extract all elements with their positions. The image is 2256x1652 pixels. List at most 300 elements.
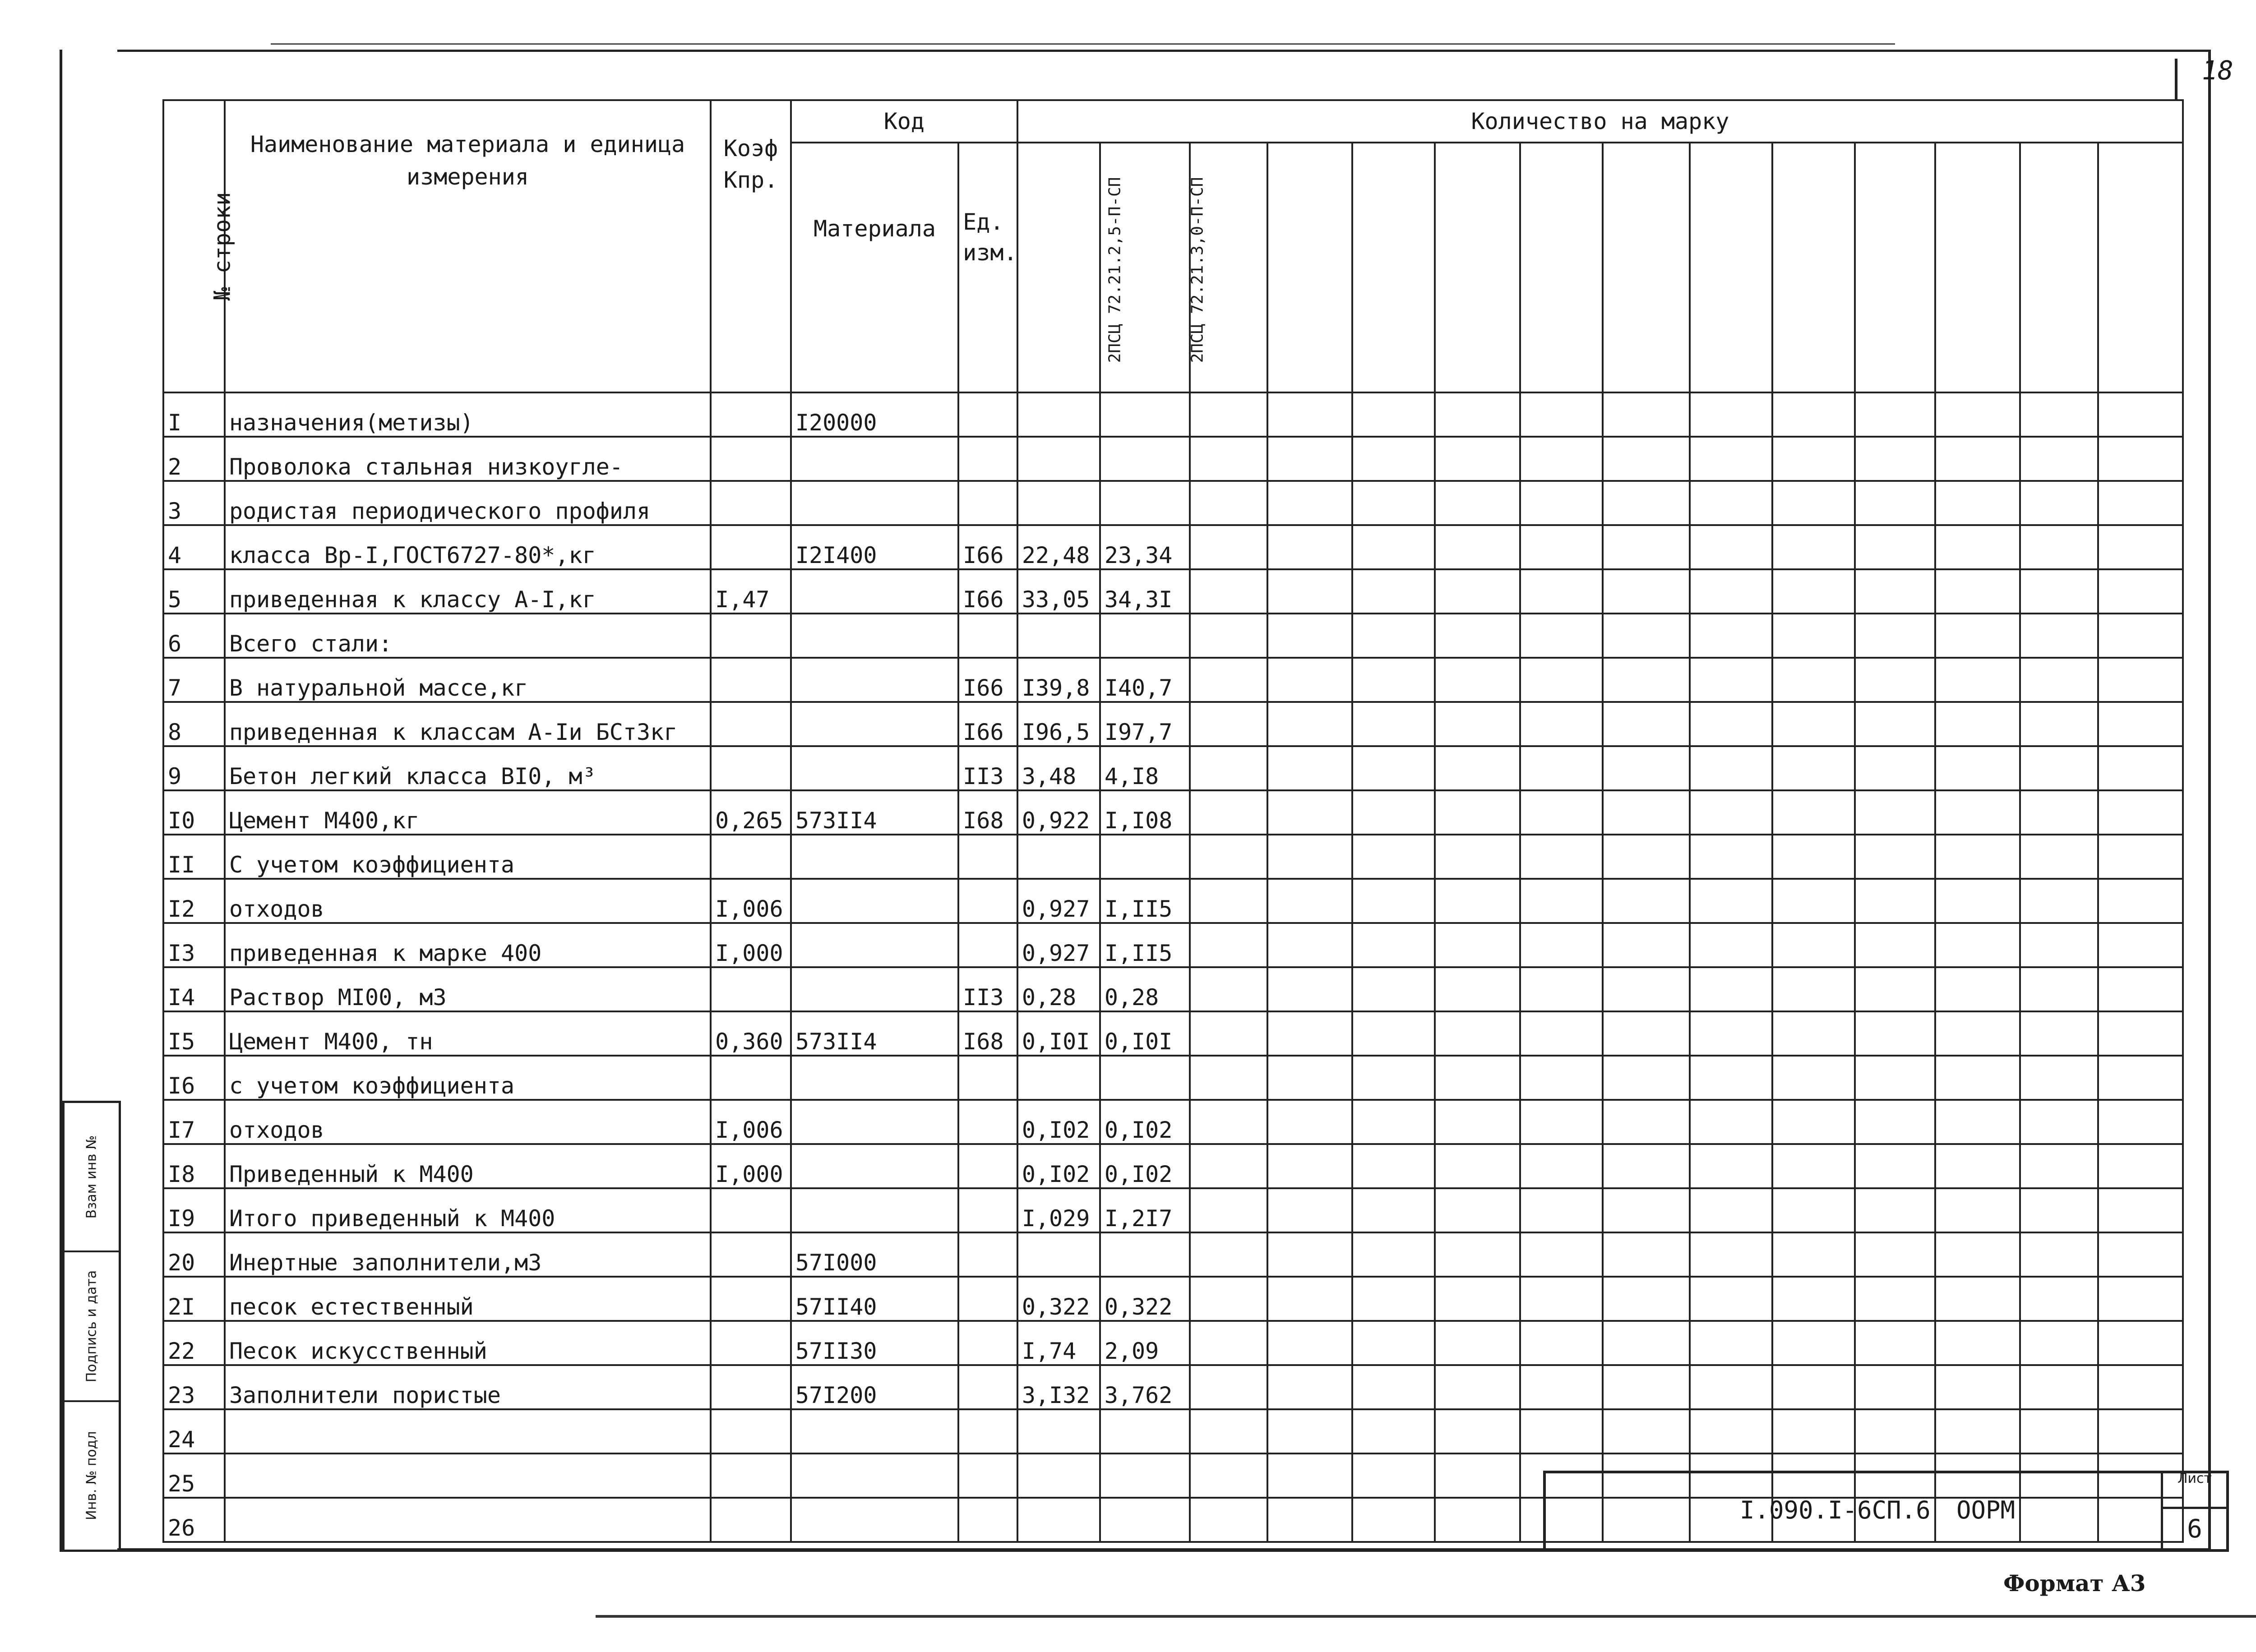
empty-quantity-cell — [1855, 1409, 1935, 1454]
empty-quantity-cell — [2020, 746, 2098, 790]
koef-cell: I,000 — [711, 923, 791, 967]
material-name-cell: с учетом коэффициента — [225, 1056, 711, 1100]
empty-quantity-cell — [1772, 525, 1855, 569]
table-row — [163, 923, 2183, 967]
quantity-mark2-cell: I40,7 — [1100, 658, 1190, 702]
material-code-cell — [791, 569, 958, 614]
empty-quantity-cell — [2020, 658, 2098, 702]
quantity-mark1-cell: I,74 — [1017, 1321, 1100, 1365]
unit-cell — [958, 1100, 1017, 1144]
empty-quantity-cell — [1690, 879, 1772, 923]
empty-quantity-cell — [1772, 702, 1855, 746]
header-empty — [1935, 143, 2020, 392]
material-name-cell: Раствор МI00, м3 — [225, 967, 711, 1011]
quantity-mark1-cell — [1017, 437, 1100, 481]
table-row — [163, 1100, 2183, 1144]
row-number-cell: 26 — [163, 1498, 225, 1542]
empty-quantity-cell — [1435, 392, 1520, 437]
empty-quantity-cell — [1435, 1011, 1520, 1056]
material-code-cell — [791, 967, 958, 1011]
empty-quantity-cell — [2020, 1011, 2098, 1056]
empty-quantity-cell — [1603, 746, 1690, 790]
empty-quantity-cell — [1352, 392, 1435, 437]
empty-quantity-cell — [1435, 614, 1520, 658]
empty-quantity-cell — [1603, 1232, 1690, 1277]
header-empty — [1690, 143, 1772, 392]
empty-quantity-cell — [2020, 790, 2098, 835]
empty-quantity-cell — [1690, 1011, 1772, 1056]
empty-quantity-cell — [1267, 1409, 1352, 1454]
quantity-mark1-cell — [1017, 481, 1100, 525]
empty-quantity-cell — [1435, 437, 1520, 481]
stamp-cell-signature: Подпись и дата — [65, 1252, 119, 1402]
empty-quantity-cell — [1772, 658, 1855, 702]
empty-quantity-cell — [1603, 392, 1690, 437]
empty-quantity-cell — [1190, 614, 1268, 658]
empty-quantity-cell — [1935, 1232, 2020, 1277]
unit-cell — [958, 1365, 1017, 1409]
table-row — [163, 967, 2183, 1011]
table-row — [163, 746, 2183, 790]
materials-table — [162, 99, 2184, 1543]
empty-quantity-cell — [1352, 1144, 1435, 1188]
empty-quantity-cell — [1772, 1365, 1855, 1409]
empty-quantity-cell — [1520, 1056, 1603, 1100]
empty-quantity-cell — [1855, 835, 1935, 879]
empty-quantity-cell — [1190, 923, 1268, 967]
side-stamp — [62, 1101, 121, 1552]
empty-quantity-cell — [1855, 1232, 1935, 1277]
empty-quantity-cell — [2098, 1056, 2183, 1100]
empty-quantity-cell — [2098, 658, 2183, 702]
empty-quantity-cell — [1690, 481, 1772, 525]
empty-quantity-cell — [1520, 835, 1603, 879]
empty-quantity-cell — [1267, 923, 1352, 967]
row-number-cell: 20 — [163, 1232, 225, 1277]
empty-quantity-cell — [2020, 437, 2098, 481]
quantity-mark1-cell: I39,8 — [1017, 658, 1100, 702]
empty-quantity-cell — [1935, 1188, 2020, 1232]
empty-quantity-cell — [1520, 702, 1603, 746]
empty-quantity-cell — [1603, 1277, 1690, 1321]
format-label: Формат А3 — [2003, 1570, 2146, 1597]
row-number-cell: I2 — [163, 879, 225, 923]
empty-quantity-cell — [1520, 967, 1603, 1011]
empty-quantity-cell — [1935, 614, 2020, 658]
empty-quantity-cell — [2020, 1144, 2098, 1188]
empty-quantity-cell — [1435, 569, 1520, 614]
empty-quantity-cell — [1190, 481, 1268, 525]
empty-quantity-cell — [1435, 1056, 1520, 1100]
empty-quantity-cell — [1435, 835, 1520, 879]
quantity-mark1-cell: 3,48 — [1017, 746, 1100, 790]
material-name-cell: Цемент М400, тн — [225, 1011, 711, 1056]
empty-quantity-cell — [1520, 923, 1603, 967]
empty-quantity-cell — [1190, 658, 1268, 702]
empty-quantity-cell — [1690, 1144, 1772, 1188]
material-name-cell: Всего стали: — [225, 614, 711, 658]
material-code-cell — [791, 1498, 958, 1542]
material-code-cell — [791, 835, 958, 879]
empty-quantity-cell — [1772, 392, 1855, 437]
quantity-mark2-cell — [1100, 1056, 1190, 1100]
table-row — [163, 702, 2183, 746]
empty-quantity-cell — [1603, 658, 1690, 702]
empty-quantity-cell — [1855, 1100, 1935, 1144]
empty-quantity-cell — [1435, 879, 1520, 923]
empty-quantity-cell — [2098, 1232, 2183, 1277]
row-number-cell: II — [163, 835, 225, 879]
koef-cell — [711, 702, 791, 746]
empty-quantity-cell — [1855, 1188, 1935, 1232]
empty-quantity-cell — [1935, 1056, 2020, 1100]
material-code-cell: I20000 — [791, 392, 958, 437]
table-row — [163, 392, 2183, 437]
empty-quantity-cell — [1855, 702, 1935, 746]
material-code-cell: 57II40 — [791, 1277, 958, 1321]
empty-quantity-cell — [1435, 1100, 1520, 1144]
header-mark-2: 2ПСЦ 72.21.3,0-П-СП — [1100, 143, 1190, 392]
quantity-mark2-cell — [1100, 835, 1190, 879]
empty-quantity-cell — [1435, 1498, 1520, 1542]
empty-quantity-cell — [1603, 437, 1690, 481]
quantity-mark1-cell: 0,322 — [1017, 1277, 1100, 1321]
empty-quantity-cell — [2020, 1056, 2098, 1100]
empty-quantity-cell — [1855, 392, 1935, 437]
empty-quantity-cell — [1190, 525, 1268, 569]
quantity-mark2-cell — [1100, 437, 1190, 481]
empty-quantity-cell — [2020, 1321, 2098, 1365]
material-name-cell: класса Вр-I,ГОСТ6727-80*,кг — [225, 525, 711, 569]
empty-quantity-cell — [1690, 1100, 1772, 1144]
table-row — [163, 1277, 2183, 1321]
empty-quantity-cell — [1855, 481, 1935, 525]
table-body — [163, 392, 2183, 1542]
table-row — [163, 1056, 2183, 1100]
empty-quantity-cell — [1352, 1277, 1435, 1321]
empty-quantity-cell — [1603, 525, 1690, 569]
empty-quantity-cell — [1603, 1321, 1690, 1365]
koef-cell — [711, 437, 791, 481]
quantity-mark1-cell — [1017, 1409, 1100, 1454]
empty-quantity-cell — [1520, 1100, 1603, 1144]
empty-quantity-cell — [1352, 614, 1435, 658]
empty-quantity-cell — [1267, 790, 1352, 835]
row-number-cell: I4 — [163, 967, 225, 1011]
table-row — [163, 1409, 2183, 1454]
empty-quantity-cell — [1772, 1056, 1855, 1100]
quantity-mark2-cell: I,I08 — [1100, 790, 1190, 835]
empty-quantity-cell — [1935, 835, 2020, 879]
table-row — [163, 1011, 2183, 1056]
empty-quantity-cell — [1520, 1277, 1603, 1321]
empty-quantity-cell — [1935, 923, 2020, 967]
empty-quantity-cell — [1772, 1409, 1855, 1454]
empty-quantity-cell — [1520, 481, 1603, 525]
empty-quantity-cell — [1855, 879, 1935, 923]
empty-quantity-cell — [1267, 1100, 1352, 1144]
koef-cell — [711, 1277, 791, 1321]
material-name-cell: Итого приведенный к М400 — [225, 1188, 711, 1232]
material-name-cell — [225, 1409, 711, 1454]
table-row — [163, 1144, 2183, 1188]
unit-cell: I66 — [958, 658, 1017, 702]
table-row — [163, 437, 2183, 481]
empty-quantity-cell — [1935, 1144, 2020, 1188]
empty-quantity-cell — [1935, 481, 2020, 525]
empty-quantity-cell — [1267, 1365, 1352, 1409]
empty-quantity-cell — [1435, 1232, 1520, 1277]
table-row — [163, 835, 2183, 879]
empty-quantity-cell — [1190, 1056, 1268, 1100]
unit-cell: II3 — [958, 746, 1017, 790]
empty-quantity-cell — [1520, 1409, 1603, 1454]
empty-quantity-cell — [1603, 967, 1690, 1011]
row-number-cell: 2I — [163, 1277, 225, 1321]
koef-cell — [711, 1232, 791, 1277]
empty-quantity-cell — [2098, 1188, 2183, 1232]
empty-quantity-cell — [1935, 702, 2020, 746]
empty-quantity-cell — [1520, 658, 1603, 702]
empty-quantity-cell — [1772, 879, 1855, 923]
empty-quantity-cell — [1352, 835, 1435, 879]
empty-quantity-cell — [1855, 923, 1935, 967]
row-number-cell: I — [163, 392, 225, 437]
top-border-line — [271, 43, 1895, 45]
row-number-cell: I7 — [163, 1100, 225, 1144]
empty-quantity-cell — [1435, 967, 1520, 1011]
empty-quantity-cell — [1855, 525, 1935, 569]
empty-quantity-cell — [1435, 481, 1520, 525]
empty-quantity-cell — [1603, 1144, 1690, 1188]
empty-quantity-cell — [1435, 1321, 1520, 1365]
empty-quantity-cell — [1772, 1232, 1855, 1277]
unit-cell — [958, 835, 1017, 879]
material-code-cell — [791, 658, 958, 702]
empty-quantity-cell — [1435, 1277, 1520, 1321]
empty-quantity-cell — [1352, 1188, 1435, 1232]
koef-cell — [711, 1188, 791, 1232]
empty-quantity-cell — [1603, 923, 1690, 967]
unit-cell — [958, 1277, 1017, 1321]
quantity-mark2-cell — [1100, 614, 1190, 658]
empty-quantity-cell — [1190, 1321, 1268, 1365]
unit-cell: I68 — [958, 790, 1017, 835]
empty-quantity-cell — [1855, 967, 1935, 1011]
row-number-cell: I8 — [163, 1144, 225, 1188]
material-code-cell — [791, 702, 958, 746]
empty-quantity-cell — [1435, 1144, 1520, 1188]
quantity-mark2-cell: 0,28 — [1100, 967, 1190, 1011]
empty-quantity-cell — [2098, 614, 2183, 658]
row-number-cell: 8 — [163, 702, 225, 746]
material-name-cell: приведенная к классам А-Iи БСтЗкг — [225, 702, 711, 746]
stamp-cell-inventory: Инв. № подл — [83, 1431, 100, 1521]
empty-quantity-cell — [2098, 702, 2183, 746]
row-number-cell: 22 — [163, 1321, 225, 1365]
empty-quantity-cell — [1190, 790, 1268, 835]
empty-quantity-cell — [1352, 1365, 1435, 1409]
empty-quantity-cell — [2020, 481, 2098, 525]
koef-cell — [711, 1498, 791, 1542]
empty-quantity-cell — [1935, 1277, 2020, 1321]
empty-quantity-cell — [1603, 790, 1690, 835]
empty-quantity-cell — [1772, 1011, 1855, 1056]
header-code: Код — [791, 100, 1017, 143]
material-name-cell: Проволока стальная низкоугле- — [225, 437, 711, 481]
empty-quantity-cell — [1435, 702, 1520, 746]
empty-quantity-cell — [1190, 1409, 1268, 1454]
empty-quantity-cell — [1603, 481, 1690, 525]
material-name-cell: Цемент М400,кг — [225, 790, 711, 835]
unit-cell — [958, 923, 1017, 967]
empty-quantity-cell — [2020, 392, 2098, 437]
empty-quantity-cell — [1520, 790, 1603, 835]
empty-quantity-cell — [1690, 658, 1772, 702]
unit-cell: II3 — [958, 967, 1017, 1011]
empty-quantity-cell — [1190, 569, 1268, 614]
empty-quantity-cell — [1352, 1498, 1435, 1542]
empty-quantity-cell — [1690, 1409, 1772, 1454]
header-empty — [1772, 143, 1855, 392]
empty-quantity-cell — [1855, 569, 1935, 614]
row-number-cell: 3 — [163, 481, 225, 525]
empty-quantity-cell — [1190, 1100, 1268, 1144]
quantity-mark1-cell: I96,5 — [1017, 702, 1100, 746]
table-row — [163, 614, 2183, 658]
empty-quantity-cell — [1603, 1056, 1690, 1100]
material-code-cell — [791, 1056, 958, 1100]
empty-quantity-cell — [1435, 790, 1520, 835]
empty-quantity-cell — [1690, 835, 1772, 879]
sheet-label: Лист — [2161, 1471, 2226, 1509]
unit-cell — [958, 1056, 1017, 1100]
quantity-mark1-cell — [1017, 1232, 1100, 1277]
empty-quantity-cell — [1435, 1409, 1520, 1454]
empty-quantity-cell — [1267, 1011, 1352, 1056]
unit-cell: I66 — [958, 702, 1017, 746]
koef-cell — [711, 481, 791, 525]
quantity-mark2-cell: 0,I02 — [1100, 1100, 1190, 1144]
empty-quantity-cell — [1855, 1321, 1935, 1365]
unit-cell — [958, 1498, 1017, 1542]
material-name-cell: приведенная к классу А-I,кг — [225, 569, 711, 614]
unit-cell — [958, 1409, 1017, 1454]
empty-quantity-cell — [1267, 1144, 1352, 1188]
document-suffix: ООРМ — [1956, 1496, 2016, 1524]
empty-quantity-cell — [1352, 790, 1435, 835]
material-code-cell: 57II30 — [791, 1321, 958, 1365]
table-row — [163, 879, 2183, 923]
empty-quantity-cell — [1352, 1232, 1435, 1277]
empty-quantity-cell — [1935, 392, 2020, 437]
quantity-mark1-cell — [1017, 1454, 1100, 1498]
empty-quantity-cell — [1855, 1365, 1935, 1409]
empty-quantity-cell — [2098, 1100, 2183, 1144]
empty-quantity-cell — [1690, 525, 1772, 569]
empty-quantity-cell — [2020, 1232, 2098, 1277]
empty-quantity-cell — [1267, 481, 1352, 525]
empty-quantity-cell — [1352, 1454, 1435, 1498]
empty-quantity-cell — [1520, 392, 1603, 437]
empty-quantity-cell — [1772, 1188, 1855, 1232]
row-number-cell: 4 — [163, 525, 225, 569]
header-empty — [2020, 143, 2098, 392]
koef-cell — [711, 392, 791, 437]
empty-quantity-cell — [1603, 1409, 1690, 1454]
quantity-mark1-cell: 0,927 — [1017, 879, 1100, 923]
koef-cell: 0,265 — [711, 790, 791, 835]
material-name-cell: Бетон легкий класса ВI0, м³ — [225, 746, 711, 790]
quantity-mark1-cell: 0,I02 — [1017, 1100, 1100, 1144]
empty-quantity-cell — [2098, 525, 2183, 569]
empty-quantity-cell — [1603, 569, 1690, 614]
koef-cell: 0,360 — [711, 1011, 791, 1056]
empty-quantity-cell — [1267, 658, 1352, 702]
empty-quantity-cell — [1772, 746, 1855, 790]
material-code-cell — [791, 437, 958, 481]
material-code-cell: 573II4 — [791, 790, 958, 835]
empty-quantity-cell — [1352, 702, 1435, 746]
unit-cell — [958, 614, 1017, 658]
quantity-mark2-cell: I,2I7 — [1100, 1188, 1190, 1232]
empty-quantity-cell — [1267, 392, 1352, 437]
empty-quantity-cell — [1690, 1321, 1772, 1365]
row-number-cell: 24 — [163, 1409, 225, 1454]
material-code-cell: I2I400 — [791, 525, 958, 569]
material-name-cell — [225, 1454, 711, 1498]
empty-quantity-cell — [1435, 1454, 1520, 1498]
material-name-cell — [225, 1498, 711, 1542]
empty-quantity-cell — [1190, 1498, 1268, 1542]
empty-quantity-cell — [1190, 746, 1268, 790]
empty-quantity-cell — [1520, 1321, 1603, 1365]
quantity-mark2-cell — [1100, 481, 1190, 525]
material-code-cell — [791, 1144, 958, 1188]
empty-quantity-cell — [1352, 1321, 1435, 1365]
empty-quantity-cell — [1935, 1100, 2020, 1144]
empty-quantity-cell — [1267, 702, 1352, 746]
koef-cell — [711, 658, 791, 702]
empty-quantity-cell — [1190, 879, 1268, 923]
empty-quantity-cell — [1690, 702, 1772, 746]
empty-quantity-cell — [1190, 1454, 1268, 1498]
empty-quantity-cell — [1267, 569, 1352, 614]
quantity-mark2-cell: 0,I0I — [1100, 1011, 1190, 1056]
quantity-mark1-cell: 0,I0I — [1017, 1011, 1100, 1056]
sheet-number-divider — [2175, 59, 2177, 99]
empty-quantity-cell — [1267, 835, 1352, 879]
koef-cell — [711, 967, 791, 1011]
header-material-name: Наименование материала и единица измерения — [225, 100, 711, 392]
material-code-cell — [791, 1100, 958, 1144]
header-empty — [1520, 143, 1603, 392]
empty-quantity-cell — [1267, 437, 1352, 481]
material-code-cell: 573II4 — [791, 1011, 958, 1056]
koef-cell: I,006 — [711, 1100, 791, 1144]
material-code-cell: 57I200 — [791, 1365, 958, 1409]
quantity-mark2-cell: I,II5 — [1100, 923, 1190, 967]
empty-quantity-cell — [1267, 1232, 1352, 1277]
unit-cell: I66 — [958, 569, 1017, 614]
empty-quantity-cell — [1855, 1011, 1935, 1056]
empty-quantity-cell — [1352, 437, 1435, 481]
empty-quantity-cell — [1352, 525, 1435, 569]
empty-quantity-cell — [1190, 437, 1268, 481]
quantity-mark1-cell: 22,48 — [1017, 525, 1100, 569]
empty-quantity-cell — [1855, 658, 1935, 702]
empty-quantity-cell — [1352, 569, 1435, 614]
